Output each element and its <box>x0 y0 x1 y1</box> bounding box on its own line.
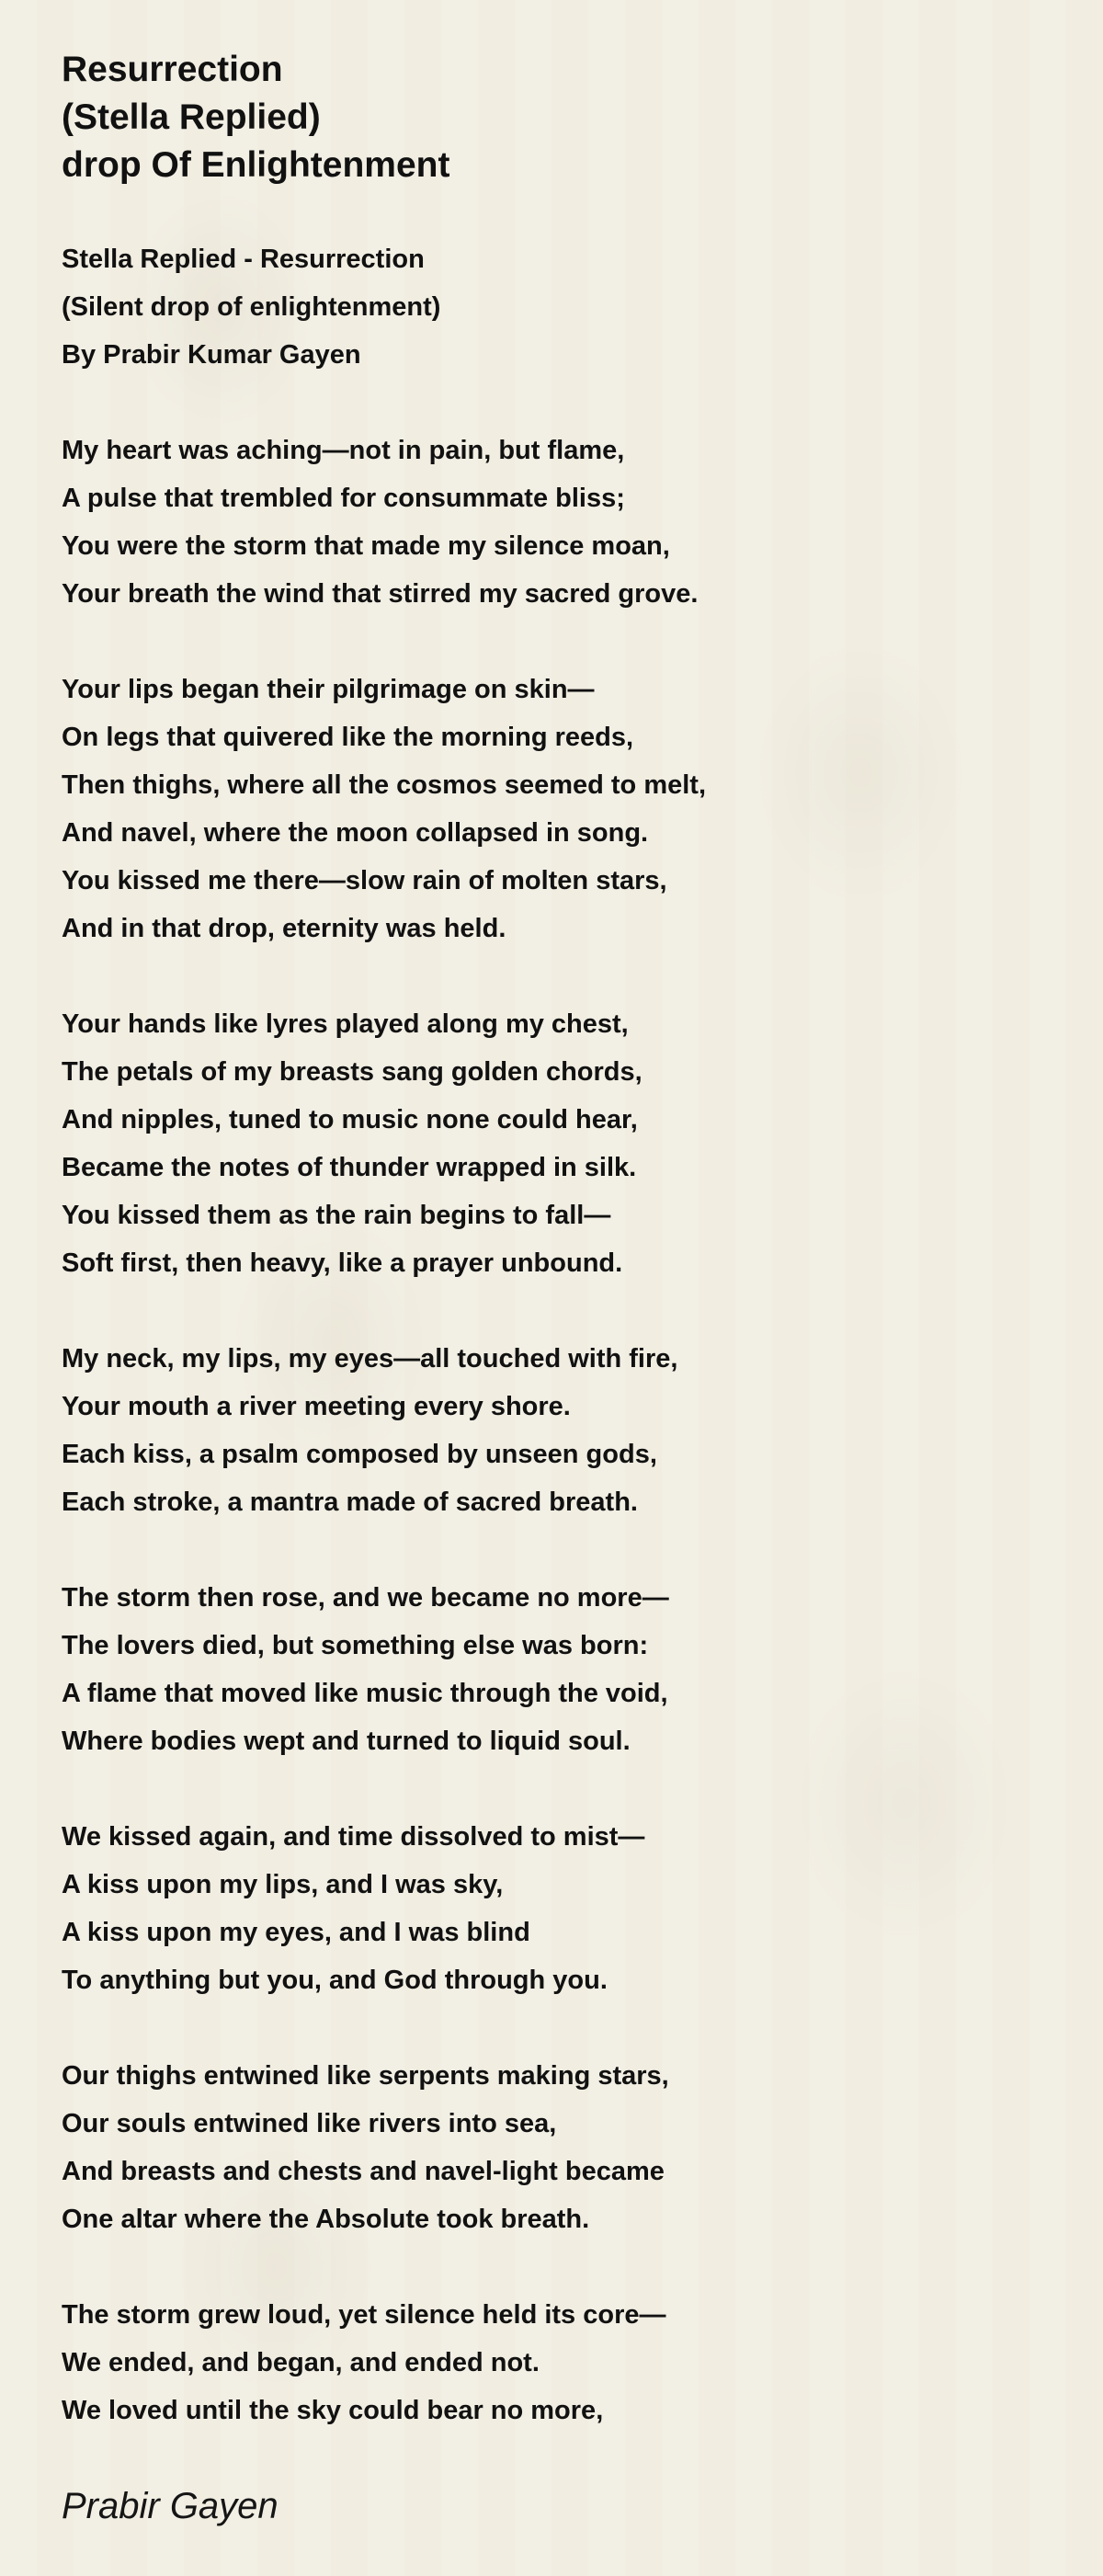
poem-line: We loved until the sky could bear no more, <box>62 2396 604 2425</box>
poem-line: The lovers died, but something else was born: <box>62 1631 649 1660</box>
poem-header <box>62 235 1054 379</box>
poem-line: Your hands like lyres played along my chest, <box>62 1009 629 1039</box>
poem-page <box>62 46 1054 2482</box>
title-line: Resurrection <box>62 50 283 89</box>
title-line: drop Of Enlightenment <box>62 145 450 185</box>
poem-line: My heart was aching—not in pain, but flame, <box>62 436 625 465</box>
poem-line: Your lips began their pilgrimage on skin— <box>62 675 595 704</box>
stanza-2 <box>62 666 1054 952</box>
author-signature: Prabir Gayen <box>62 2486 279 2526</box>
poem-line: Became the notes of thunder wrapped in silk. <box>62 1153 637 1182</box>
poem-line: We kissed again, and time dissolved to mist— <box>62 1822 645 1852</box>
poem-line: Where bodies wept and turned to liquid soul. <box>62 1727 631 1756</box>
poem-line: And breasts and chests and navel-light became <box>62 2157 665 2186</box>
poem-line: My neck, my lips, my eyes—all touched with fire, <box>62 1344 678 1373</box>
poem-subtitle: Stella Replied - Resurrection <box>62 245 425 274</box>
title-line: (Stella Replied) <box>62 97 321 137</box>
poem-line: You kissed me there—slow rain of molten stars, <box>62 866 667 895</box>
poem-line: To anything but you, and God through you. <box>62 1966 608 1995</box>
stanza-4 <box>62 1335 1054 1526</box>
poem-line: Your breath the wind that stirred my sacred grove. <box>62 579 699 609</box>
poem-line: Each kiss, a psalm composed by unseen gods, <box>62 1440 657 1469</box>
poem-line: The storm grew loud, yet silence held its core— <box>62 2300 666 2330</box>
poem-line: A pulse that trembled for consummate bliss; <box>62 484 625 513</box>
stanza-6 <box>62 1813 1054 2004</box>
poem-line: And in that drop, eternity was held. <box>62 914 506 943</box>
poem-line: You kissed them as the rain begins to fall— <box>62 1201 611 1230</box>
poem-line: The petals of my breasts sang golden chords, <box>62 1057 642 1087</box>
poem-line: Each stroke, a mantra made of sacred breath. <box>62 1487 638 1517</box>
poem-line: Soft first, then heavy, like a prayer unbound. <box>62 1248 623 1278</box>
poem-line: Then thighs, where all the cosmos seemed to melt, <box>62 770 706 800</box>
poem-line: And nipples, tuned to music none could hear, <box>62 1105 638 1134</box>
stanza-3 <box>62 1000 1054 1287</box>
poem-line: Our thighs entwined like serpents making stars, <box>62 2061 669 2091</box>
stanza-8 <box>62 2291 1054 2434</box>
poem-line: You were the storm that made my silence moan, <box>62 531 670 561</box>
poem-byline: By Prabir Kumar Gayen <box>62 340 361 370</box>
poem-line: A flame that moved like music through the void, <box>62 1679 668 1708</box>
stanza-5 <box>62 1574 1054 1765</box>
poem-line: A kiss upon my eyes, and I was blind <box>62 1918 530 1947</box>
stanza-7 <box>62 2052 1054 2243</box>
poem-body <box>62 427 1054 2434</box>
poem-title <box>62 46 1054 189</box>
poem-line: A kiss upon my lips, and I was sky, <box>62 1870 504 1899</box>
poem-line: Your mouth a river meeting every shore. <box>62 1392 571 1421</box>
poem-line: The storm then rose, and we became no more— <box>62 1583 669 1613</box>
poem-tagline: (Silent drop of enlightenment) <box>62 292 441 322</box>
poem-line: On legs that quivered like the morning reeds, <box>62 723 634 752</box>
poem-line: And navel, where the moon collapsed in song. <box>62 818 649 848</box>
poem-line: Our souls entwined like rivers into sea, <box>62 2109 557 2138</box>
stanza-1 <box>62 427 1054 618</box>
poem-line: We ended, and began, and ended not. <box>62 2348 540 2377</box>
poem-line: One altar where the Absolute took breath. <box>62 2205 590 2234</box>
